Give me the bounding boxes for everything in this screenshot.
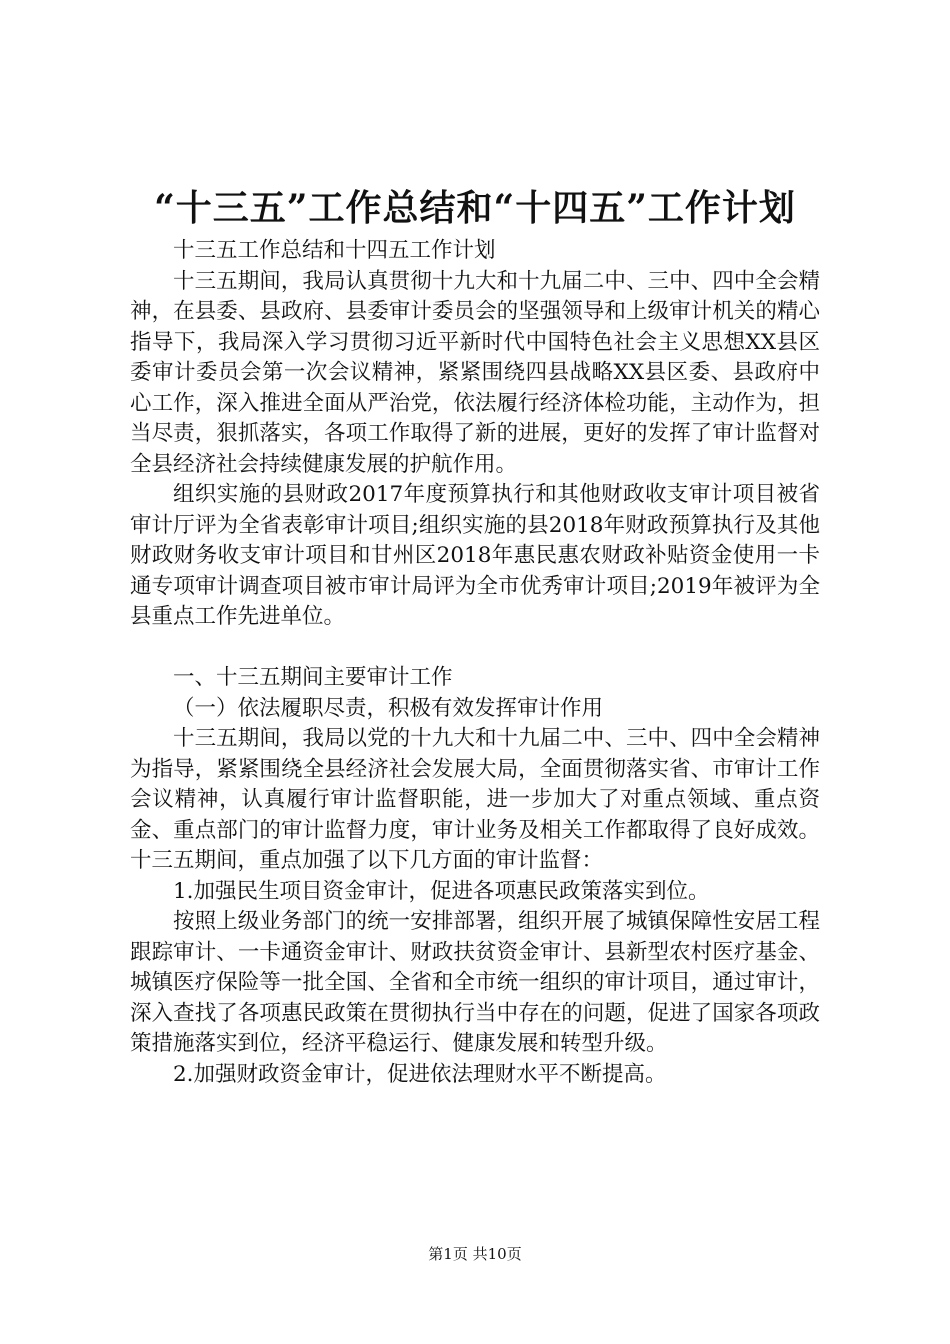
intro-paragraph-2: 组织实施的县财政2017年度预算执行和其他财政收支审计项目被省审计厅评为全省表彰审计项目;组织实施的县2018年财政预算执行及其他财政财务收支审计项目和甘州区2018年惠民惠农财政补贴资金使用一卡通专项审计调查项目被市审计局评为全市优秀审计项目;2019年被评为全县重点工作先进单位。 bbox=[130, 482, 820, 629]
subsection-heading: （一）依法履职尽责，积极有效发挥审计作用 bbox=[173, 695, 604, 721]
intro-paragraph-1: 十三五期间，我局认真贯彻十九大和十九届二中、三中、四中全会精神，在县委、县政府、县委审计委员会的坚强领导和上级审计机关的精心指导下，我局深入学习贯彻习近平新时代中国特色社会主义思想XX县区委审计委员会第一次会议精神，紧紧围绕四县战略XX县区委、县政府中心工作，深入推进全面从严治党，依法履行经济体检功能，主动作为，担当尽责，狠抓落实，各项工作取得了新的进展，更好的发挥了审计监督对全县经济社会持续健康发展的护航作用。 bbox=[130, 268, 820, 477]
section-heading: 一、十三五期间主要审计工作 bbox=[173, 665, 453, 690]
blank-line bbox=[130, 633, 820, 664]
item-heading-1: 1.加强民生项目资金审计，促进各项惠民政策落实到位。 bbox=[173, 878, 710, 904]
item-paragraph-1: 按照上级业务部门的统一安排部署，组织开展了城镇保障性安居工程跟踪审计、一卡通资金审计、财政扶贫资金审计、县新型农村医疗基金、城镇医疗保险等一批全国、全省和全市统一组织的审计项目，通过审计，深入查找了各项惠民政策在贯彻执行当中存在的问题，促进了国家各项政策措施落实到位，经济平稳运行、健康发展和转型升级。 bbox=[130, 909, 820, 1056]
document-subtitle: 十三五工作总结和十四五工作计划 bbox=[173, 238, 496, 263]
document-title: “十三五”工作总结和“十四五”工作计划 bbox=[154, 187, 796, 229]
section-paragraph: 十三五期间，我局以党的十九大和十九届二中、三中、四中全会精神为指导，紧紧围绕全县经济社会发展大局，全面贯彻落实省、市审计工作会议精神，认真履行审计监督职能，进一步加大了对重点领域、重点资金、重点部门的审计监督力度，审计业务及相关工作都取得了良好成效。十三五期间，重点加强了以下几方面的审计监督： bbox=[130, 726, 820, 873]
item-heading-2: 2.加强财政资金审计，促进依法理财水平不断提高。 bbox=[173, 1061, 667, 1087]
page-number: 第1页 共10页 bbox=[428, 1245, 522, 1263]
document-body bbox=[130, 236, 820, 1090]
